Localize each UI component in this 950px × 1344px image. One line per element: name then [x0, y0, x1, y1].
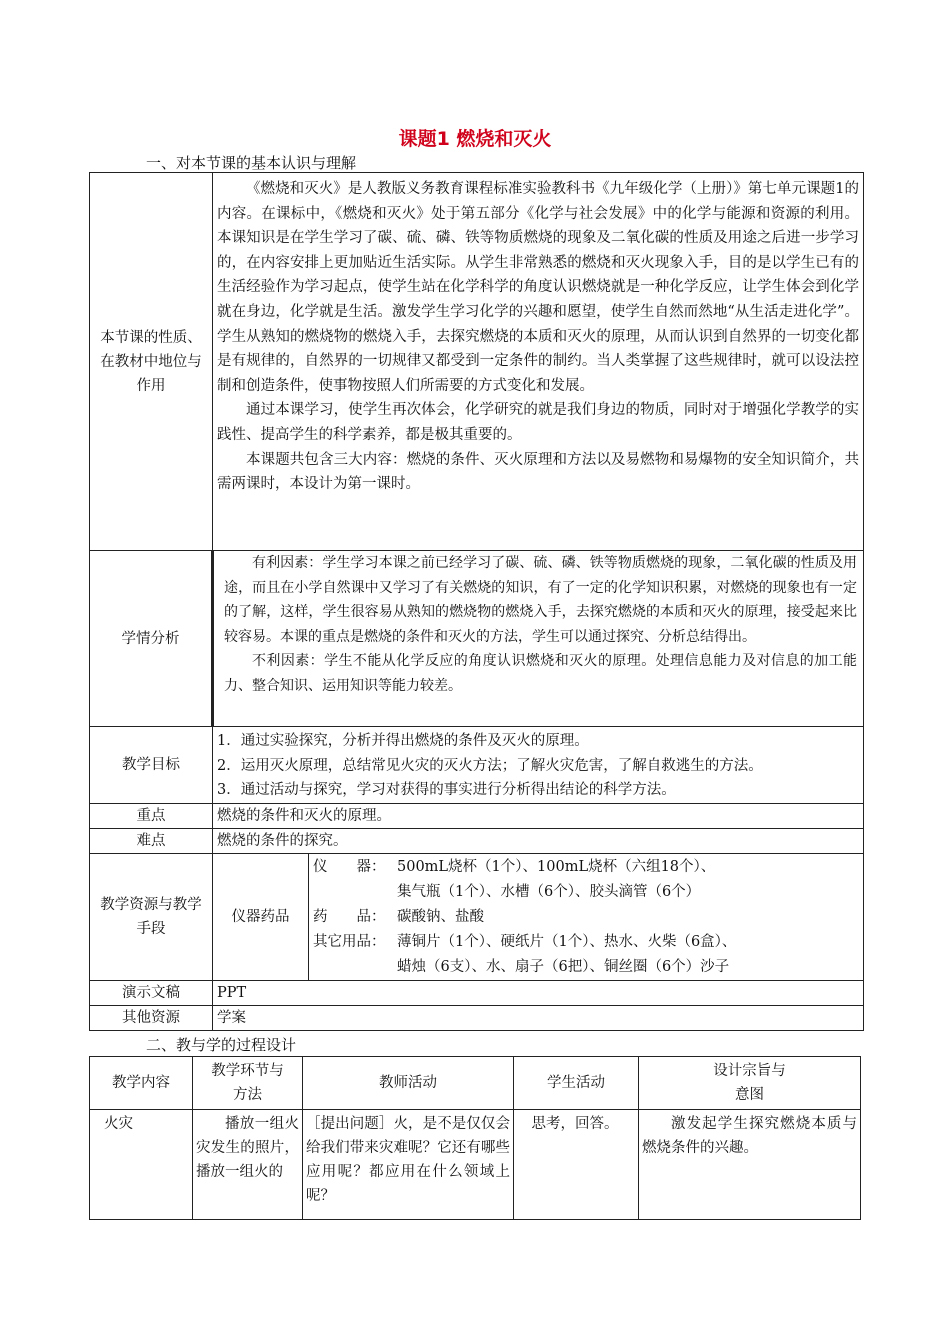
- header-purpose: 设计宗旨与意图: [639, 1057, 861, 1110]
- other-items-value: 薄铜片（1个）、硬纸片（1个）、热水、火柴（6盒）、: [397, 933, 737, 950]
- row-method: 播放一组火灾发生的照片，播放一组火的: [193, 1110, 303, 1220]
- nature-paragraph-1: 《燃烧和灭火》是人教版义务教育课程标准实验教科书《九年级化学（上册）》第七单元课题1的内容。在课标中，《燃烧和灭火》处于第五部分《化学与社会发展》中的化学与能源和资源的利用。本课知识是在学生学习了碳、硫、磷、铁等物质燃烧的现象及二氧化碳的性质及用途之后进一步学习的，在内容安排上更加贴近生活实际。从学生非常熟悉的燃烧和灭火现象入手，目的是以学生已有的生活经验作为学习起点，使学生站在化学科学的角度认识燃烧就是一种化学反应，让学生体会到化学就在身边，化学就是生活。激发学生学习化学的兴趣和愿望，使学生自然而然地“从生活走进化学”。学生从熟知的燃烧物的燃烧入手，去探究燃烧的本质和灭火的原理，从而认识到自然界的一切变化都是有规律的，自然界的一切规律又都受到一定条件的制约。当人类掌握了这些规律时，就可以设法控制和创造条件，使事物按照人们所需要的方式变化和发展。: [217, 181, 859, 394]
- table-row: [90, 551, 864, 727]
- other-items-key: 其它用品：: [313, 933, 386, 950]
- header-student: 学生活动: [514, 1057, 639, 1110]
- nature-paragraph-3: 本课题共包含三大内容：燃烧的条件、灭火原理和方法以及易燃物和易爆物的安全知识简介，共需两课时，本设计为第一课时。: [217, 451, 859, 493]
- row-teacher: ［提出问题］火，是不是仅仅会给我们带来灾难呢？它还有哪些应用呢？都应用在什么领域上呢？: [303, 1110, 514, 1220]
- table-row: [90, 980, 864, 1005]
- row-student: 思考，回答。: [514, 1110, 639, 1220]
- key-point-text: 燃烧的条件和灭火的原理。: [213, 803, 864, 828]
- basic-understanding-table: [89, 172, 864, 1031]
- section-heading-1: 一、对本节课的基本认识与理解: [146, 154, 357, 172]
- section-heading-2: 二、教与学的过程设计: [146, 1036, 297, 1054]
- goals-label: 教学目标: [90, 727, 213, 804]
- table-row: [90, 1005, 864, 1030]
- table-row: [90, 1057, 861, 1110]
- table-row: [90, 803, 864, 828]
- key-point-label: 重点: [90, 803, 213, 828]
- analysis-label: 学情分析: [90, 551, 213, 727]
- row-content: 火灾: [90, 1110, 193, 1220]
- nature-paragraph-2: 通过本课学习，使学生再次体会，化学研究的就是我们身边的物质，同时对于增强化学教学的实践性、提高学生的科学素养，都是极其重要的。: [217, 402, 859, 443]
- nature-label: 本节课的性质、在教材中地位与作用: [90, 173, 213, 551]
- goal-item-1: 1．通过实验探究，分析并得出燃烧的条件及灭火的原理。: [217, 733, 589, 749]
- reagents-key: 药 品：: [313, 908, 386, 925]
- table-row: [90, 853, 864, 980]
- process-design-table: [89, 1056, 861, 1220]
- other-resources-label: 其他资源: [90, 1005, 213, 1030]
- resources-label: 教学资源与教学手段: [90, 853, 213, 980]
- table-row: [90, 1110, 861, 1220]
- header-method: 教学环节与方法: [193, 1057, 303, 1110]
- demo-label: 演示文稿: [90, 980, 213, 1005]
- table-row: [90, 173, 864, 551]
- equipment-label: 仪器药品: [213, 853, 309, 980]
- difficulty-label: 难点: [90, 828, 213, 853]
- demo-text: PPT: [213, 980, 864, 1005]
- instruments-value: 500mL烧杯（1个）、100mL烧杯（六组18个）、: [397, 858, 716, 875]
- header-teacher: 教师活动: [303, 1057, 514, 1110]
- page-title: 课题1 燃烧和灭火: [398, 128, 552, 150]
- instruments-value-2: 集气瓶（1个）、水槽（6个）、胶头滴管（6个）: [397, 883, 701, 900]
- instruments-key: 仪 器：: [313, 858, 386, 875]
- table-row: [90, 727, 864, 804]
- table-row: [90, 828, 864, 853]
- reagents-value: 碳酸钠、盐酸: [397, 908, 484, 925]
- analysis-paragraph-1: 有利因素：学生学习本课之前已经学习了碳、硫、磷、铁等物质燃烧的现象，二氧化碳的性质及用途，而且在小学自然课中又学习了有关燃烧的知识，有了一定的化学知识积累，对燃烧的现象也有一定的了解，这样，学生很容易从熟知的燃烧物的燃烧入手，去探究燃烧的本质和灭火的原理，接受起来比较容易。本课的重点是燃烧的条件和灭火的方法，学生可以通过探究、分析总结得出。: [224, 555, 857, 645]
- row-purpose: 激发起学生探究燃烧本质与燃烧条件的兴趣。: [639, 1110, 861, 1220]
- header-content: 教学内容: [90, 1057, 193, 1110]
- goal-item-3: 3．通过活动与探究，学习对获得的事实进行分析得出结论的科学方法。: [217, 782, 676, 798]
- other-resources-text: 学案: [213, 1005, 864, 1030]
- other-items-value-2: 蜡烛（6支）、水、扇子（6把）、铜丝圈（6个）沙子: [397, 958, 730, 975]
- difficulty-text: 燃烧的条件的探究。: [213, 828, 864, 853]
- goal-item-2: 2．运用灭火原理，总结常见火灾的灭火方法；了解火灾危害，了解自救逃生的方法。: [217, 757, 763, 774]
- analysis-paragraph-2: 不利因素：学生不能从化学反应的角度认识燃烧和灭火的原理。处理信息能力及对信息的加工能力、整合知识、运用知识等能力较差。: [224, 653, 857, 694]
